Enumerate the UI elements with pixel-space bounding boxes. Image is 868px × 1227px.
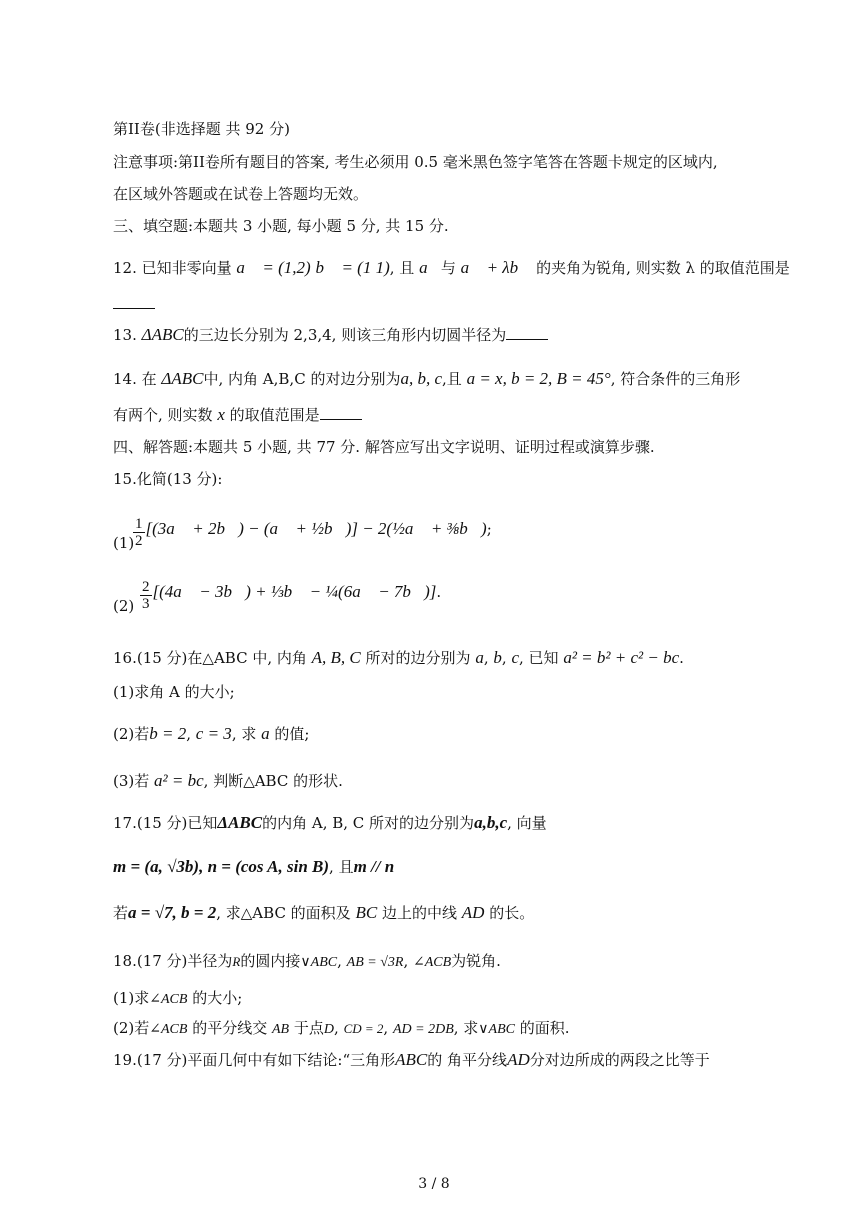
question-19: 19.(17 分)平面几何中有如下结论:“三角形ABC的 角平分线AD分对边所成的两段之比等于	[113, 1050, 710, 1069]
question-14-line2: 有两个, 则实数 x 的取值范围是	[113, 405, 362, 425]
vector-a-def: a⃗ = (1,2)	[236, 258, 311, 277]
question-13: 13. ΔABC的三边长分别为 2,3,4, 则该三角形内切圆半径为	[113, 325, 548, 345]
question-14: 14. 在 ΔABC中, 内角 A,B,C 的对边分别为a, b, c,且 a = x, b = 2, B = 45°, 符合条件的三角形	[113, 369, 741, 388]
question-17-vectors: m = (a, √3b), n = (cos A, sin B), 且m // n	[113, 857, 395, 876]
part4-header: 四、解答题:本题共 5 小题, 共 77 分. 解答应写出文字说明、证明过程或演算步骤.	[113, 438, 655, 456]
question-16-sub2: (2)若b = 2, c = 3, 求 a 的值;	[113, 724, 310, 743]
question-16: 16.(15 分)在△ABC 中, 内角 A, B, C 所对的边分别为 a, b, c, 已知 a² = b² + c² − bc.	[113, 648, 684, 667]
question-16-sub3: (3)若 a² = bc, 判断△ABC 的形状.	[113, 771, 343, 790]
question-18-sub2: (2)若∠ACB 的平分线交 AB 于点D, CD = 2, AD = 2DB, 求∨ABC 的面积.	[113, 1019, 570, 1037]
question-18-sub1: (1)求∠ACB 的大小;	[113, 989, 243, 1007]
answer-blank-14	[320, 405, 362, 420]
question-15-part1: (1) $\frac{1}{2}$ [(3a⃗ + 2b⃗) − (a⃗ + ½b⃗)] − 2(½a⃗ + ⅜b⃗);	[113, 516, 492, 552]
notice-line-2: 在区域外答题或在试卷上答题均无效。	[113, 185, 369, 203]
question-16-sub1: (1)求角 A 的大小;	[113, 683, 235, 701]
page-number: 3 / 8	[418, 1176, 450, 1192]
question-15-part2: (2) $\frac{2}{3}$ [(4a⃗ − 3b⃗) + ⅓b⃗ − ¼(6a⃗ − 7b⃗)].	[113, 579, 442, 615]
question-18: 18.(17 分)半径为R的圆内接∨ABC, AB = √3R, ∠ACB为锐角.	[113, 952, 501, 970]
question-12: 12. 已知非零向量 a⃗ = (1,2) b⃗ = (1 1), 且 a⃗与 a⃗ + λb⃗ 的夹角为锐角, 则实数 λ 的取值范围是	[113, 258, 790, 277]
notice-line-1: 注意事项:第II卷所有题目的答案, 考生必须用 0.5 毫米黑色签字笔答在答题卡规定的区域内,	[113, 153, 718, 171]
question-17-line3: 若a = √7, b = 2, 求△ABC 的面积及 BC 边上的中线 AD 的长。	[113, 903, 535, 922]
question-15-title: 15.化简(13 分):	[113, 470, 223, 488]
section-title: 第II卷(非选择题 共 92 分)	[113, 120, 290, 138]
part3-header: 三、填空题:本题共 3 小题, 每小题 5 分, 共 15 分.	[113, 217, 449, 235]
vector-b-def: b⃗ = (1 1)	[315, 258, 390, 277]
answer-blank-13	[506, 325, 548, 340]
answer-blank-12	[113, 294, 155, 314]
vector-combo: a⃗ + λb⃗	[460, 258, 532, 277]
question-17: 17.(15 分)已知ΔABC的内角 A, B, C 所对的边分别为a,b,c, 向量	[113, 813, 547, 832]
